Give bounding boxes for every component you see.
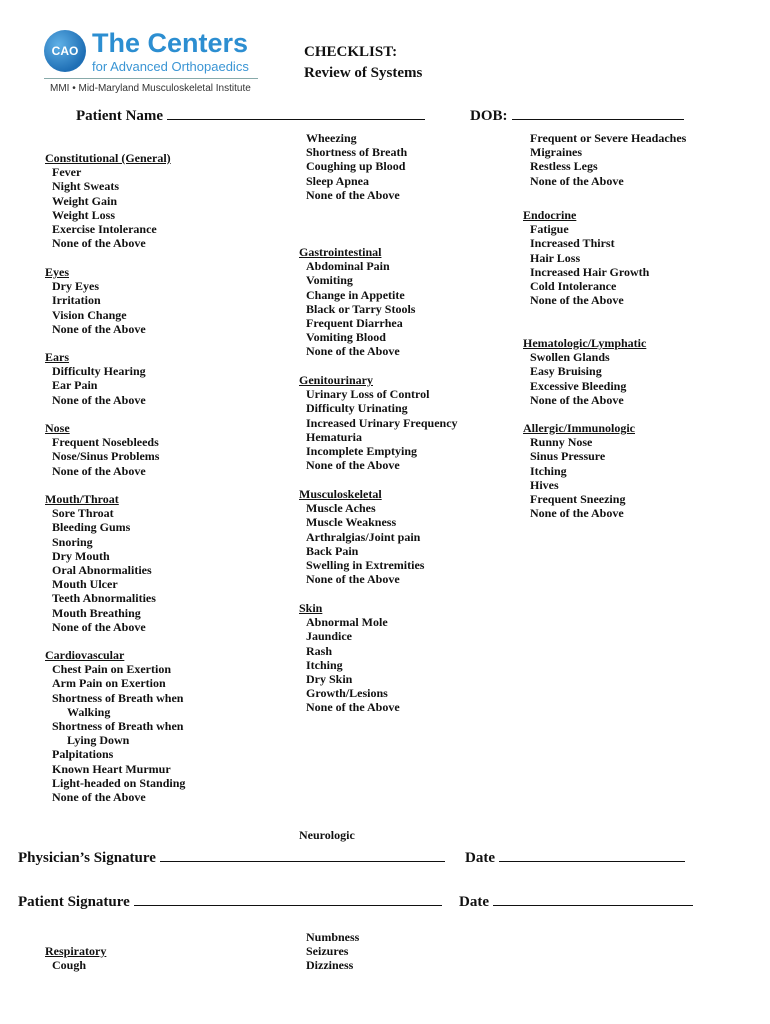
list-item[interactable]: Fatigue [530, 222, 569, 237]
patient-name-label: Patient Name [76, 108, 164, 124]
list-item[interactable]: Frequent Nosebleeds [52, 435, 159, 450]
logo-divider [44, 78, 258, 79]
list-item[interactable]: Oral Abnormalities [52, 563, 152, 578]
section-neurologic-continued [523, 131, 686, 188]
list-item[interactable]: Difficulty Hearing [52, 364, 146, 379]
list-item[interactable]: Muscle Aches [306, 501, 376, 516]
section-heading: Neurologic [299, 828, 355, 842]
list-item[interactable]: None of the Above [306, 458, 400, 473]
list-item[interactable]: Chest Pain on Exertion [52, 662, 172, 677]
list-item[interactable]: Cold Intolerance [530, 279, 617, 294]
section-heading: Mouth/Throat [45, 492, 119, 506]
patient-signature-field [18, 890, 442, 911]
list-item[interactable]: Irritation [52, 293, 101, 308]
list-item[interactable]: Frequent or Severe Headaches [530, 131, 687, 145]
list-item-continuation: Walking [67, 704, 111, 719]
list-item[interactable]: None of the Above [52, 619, 146, 634]
patient-signature-line[interactable] [134, 890, 442, 906]
dob-label: DOB: [470, 108, 508, 124]
list-item[interactable]: Shortness of Breath when [52, 719, 184, 734]
list-item[interactable]: Palpitations [52, 747, 114, 762]
list-item[interactable]: Exercise Intolerance [52, 222, 157, 237]
list-item[interactable]: Coughing up Blood [306, 159, 406, 174]
title-line-2: Review of Systems [304, 65, 423, 81]
physician-signature-field [18, 846, 445, 867]
section-skin [299, 601, 400, 715]
section-heading: Respiratory [45, 944, 107, 958]
physician-date-label: Date [465, 850, 495, 866]
list-item[interactable]: None of the Above [530, 293, 624, 308]
list-item[interactable]: Abdominal Pain [306, 259, 390, 274]
list-item[interactable]: Easy Bruising [530, 364, 602, 379]
list-item[interactable]: None of the Above [530, 506, 624, 521]
section-cardiovascular [45, 648, 185, 804]
list-item[interactable]: Itching [530, 463, 567, 478]
list-item[interactable]: Jaundice [306, 629, 353, 644]
list-item[interactable]: Restless Legs [530, 159, 598, 174]
list-item[interactable]: Dry Eyes [52, 279, 99, 294]
physician-signature-label: Physician’s Signature [18, 850, 156, 866]
section-allergic [523, 421, 635, 520]
list-item[interactable]: Vomiting [306, 273, 353, 288]
section-heading: Skin [299, 601, 323, 615]
list-item[interactable]: Cough [52, 958, 87, 973]
section-genitourinary [299, 373, 458, 472]
list-item[interactable]: None of the Above [52, 463, 146, 478]
section-musculoskeletal [299, 487, 424, 586]
list-item[interactable]: Difficulty Urinating [306, 401, 408, 416]
patient-date-label: Date [459, 894, 489, 910]
list-item[interactable]: Arthralgias/Joint pain [306, 529, 421, 544]
list-item[interactable]: Migraines [530, 145, 582, 160]
patient-date-field [459, 890, 693, 911]
list-item[interactable]: None of the Above [52, 321, 146, 336]
list-item[interactable]: Numbness [306, 930, 360, 944]
section-hematologic [523, 336, 646, 407]
list-item[interactable]: Swelling in Extremities [306, 558, 425, 573]
list-item[interactable]: Black or Tarry Stools [306, 301, 416, 316]
section-nose [45, 421, 159, 478]
list-item[interactable]: Shortness of Breath when [52, 690, 184, 705]
list-item[interactable]: Weight Loss [52, 207, 116, 222]
list-item[interactable]: None of the Above [52, 392, 146, 407]
logo-affiliate: MMI • Mid-Maryland Musculoskeletal Institute [50, 83, 251, 94]
section-gastrointestinal [299, 245, 415, 359]
section-endocrine [523, 208, 649, 307]
list-item[interactable]: None of the Above [52, 236, 146, 251]
dob-line[interactable] [512, 104, 684, 120]
list-item[interactable]: Night Sweats [52, 179, 120, 194]
list-item[interactable]: Increased Urinary Frequency [306, 415, 458, 430]
list-item[interactable]: Wheezing [306, 131, 357, 145]
list-item[interactable]: Shortness of Breath [306, 145, 408, 160]
list-item[interactable]: Frequent Diarrhea [306, 316, 403, 331]
list-item[interactable]: None of the Above [52, 790, 146, 805]
physician-date-field [465, 846, 685, 867]
list-item[interactable]: None of the Above [306, 187, 400, 202]
list-item[interactable]: None of the Above [306, 700, 400, 715]
list-item[interactable]: Mouth Breathing [52, 605, 141, 620]
section-constitutional [45, 151, 171, 250]
section-heading: Genitourinary [299, 373, 373, 387]
list-item[interactable]: Sore Throat [52, 506, 114, 521]
list-item[interactable]: Swollen Glands [530, 350, 610, 365]
dob-field [470, 104, 684, 125]
list-item[interactable]: Muscle Weakness [306, 515, 397, 530]
list-item[interactable]: Increased Hair Growth [530, 264, 650, 279]
list-item[interactable]: Ear Pain [52, 378, 98, 393]
list-item[interactable]: Hematuria [306, 429, 362, 444]
list-item[interactable]: None of the Above [306, 572, 400, 587]
section-heading: Ears [45, 350, 69, 364]
list-item[interactable]: None of the Above [530, 173, 624, 188]
list-item[interactable]: Sinus Pressure [530, 449, 606, 464]
list-item[interactable]: Seizures [306, 944, 349, 959]
section-neurologic-items [299, 930, 359, 973]
patient-signature-label: Patient Signature [18, 894, 130, 910]
section-heading: Gastrointestinal [299, 245, 382, 259]
section-heading: Musculoskeletal [299, 487, 382, 501]
list-item[interactable]: Teeth Abnormalities [52, 591, 156, 606]
logo-badge-icon: CAO [44, 30, 86, 72]
list-item[interactable]: Growth/Lesions [306, 686, 388, 701]
list-item[interactable]: Runny Nose [530, 435, 593, 450]
section-heading: Hematologic/Lymphatic [523, 336, 647, 350]
section-heading: Eyes [45, 265, 69, 279]
list-item[interactable]: Back Pain [306, 543, 359, 558]
section-neurologic [299, 828, 355, 842]
list-item[interactable]: Arm Pain on Exertion [52, 676, 166, 691]
list-item[interactable]: Frequent Sneezing [530, 492, 626, 507]
patient-name-field [76, 104, 425, 125]
list-item[interactable]: Incomplete Emptying [306, 444, 417, 459]
list-item-continuation: Lying Down [67, 733, 130, 748]
section-heading: Endocrine [523, 208, 577, 222]
list-item[interactable]: Dry Skin [306, 672, 353, 687]
list-item[interactable]: Increased Thirst [530, 236, 615, 251]
logo [44, 30, 264, 100]
section-ears [45, 350, 146, 407]
list-item[interactable]: Itching [306, 657, 343, 672]
list-item[interactable]: Sleep Apnea [306, 173, 370, 188]
list-item[interactable]: Excessive Bleeding [530, 378, 627, 393]
list-item[interactable]: Bleeding Gums [52, 520, 131, 535]
list-item[interactable]: Hair Loss [530, 250, 581, 265]
list-item[interactable]: Known Heart Murmur [52, 761, 171, 776]
section-heading: Cardiovascular [45, 648, 125, 662]
section-mouth-throat [45, 492, 156, 634]
patient-name-line[interactable] [167, 104, 425, 120]
section-eyes [45, 265, 146, 336]
section-respiratory-continued [299, 131, 407, 202]
section-heading: Nose [45, 421, 70, 435]
list-item[interactable]: Dry Mouth [52, 548, 110, 563]
list-item[interactable]: Vision Change [52, 307, 127, 322]
list-item[interactable]: Nose/Sinus Problems [52, 449, 160, 464]
patient-date-line[interactable] [493, 890, 693, 906]
list-item[interactable]: Change in Appetite [306, 287, 405, 302]
title-line-1: CHECKLIST: [304, 44, 398, 60]
list-item[interactable]: Fever [52, 165, 82, 180]
section-heading: Allergic/Immunologic [523, 421, 635, 435]
list-item[interactable]: Dizziness [306, 958, 354, 973]
list-item[interactable]: None of the Above [306, 344, 400, 359]
section-respiratory [45, 944, 106, 972]
list-item[interactable]: Mouth Ulcer [52, 577, 118, 592]
list-item[interactable]: Weight Gain [52, 193, 118, 208]
logo-title: The Centers [92, 28, 249, 58]
list-item[interactable]: Abnormal Mole [306, 615, 388, 630]
list-item[interactable]: None of the Above [530, 392, 624, 407]
list-item[interactable]: Rash [306, 643, 333, 658]
list-item[interactable]: Snoring [52, 534, 93, 549]
list-item[interactable]: Urinary Loss of Control [306, 387, 430, 402]
section-heading: Constitutional (General) [45, 151, 171, 165]
physician-date-line[interactable] [499, 846, 685, 862]
list-item[interactable]: Light-headed on Standing [52, 775, 186, 790]
document-title [304, 42, 422, 84]
list-item[interactable]: Hives [530, 477, 559, 492]
physician-signature-line[interactable] [160, 846, 445, 862]
list-item[interactable]: Vomiting Blood [306, 330, 386, 345]
logo-subtitle: for Advanced Orthopaedics [92, 59, 249, 74]
